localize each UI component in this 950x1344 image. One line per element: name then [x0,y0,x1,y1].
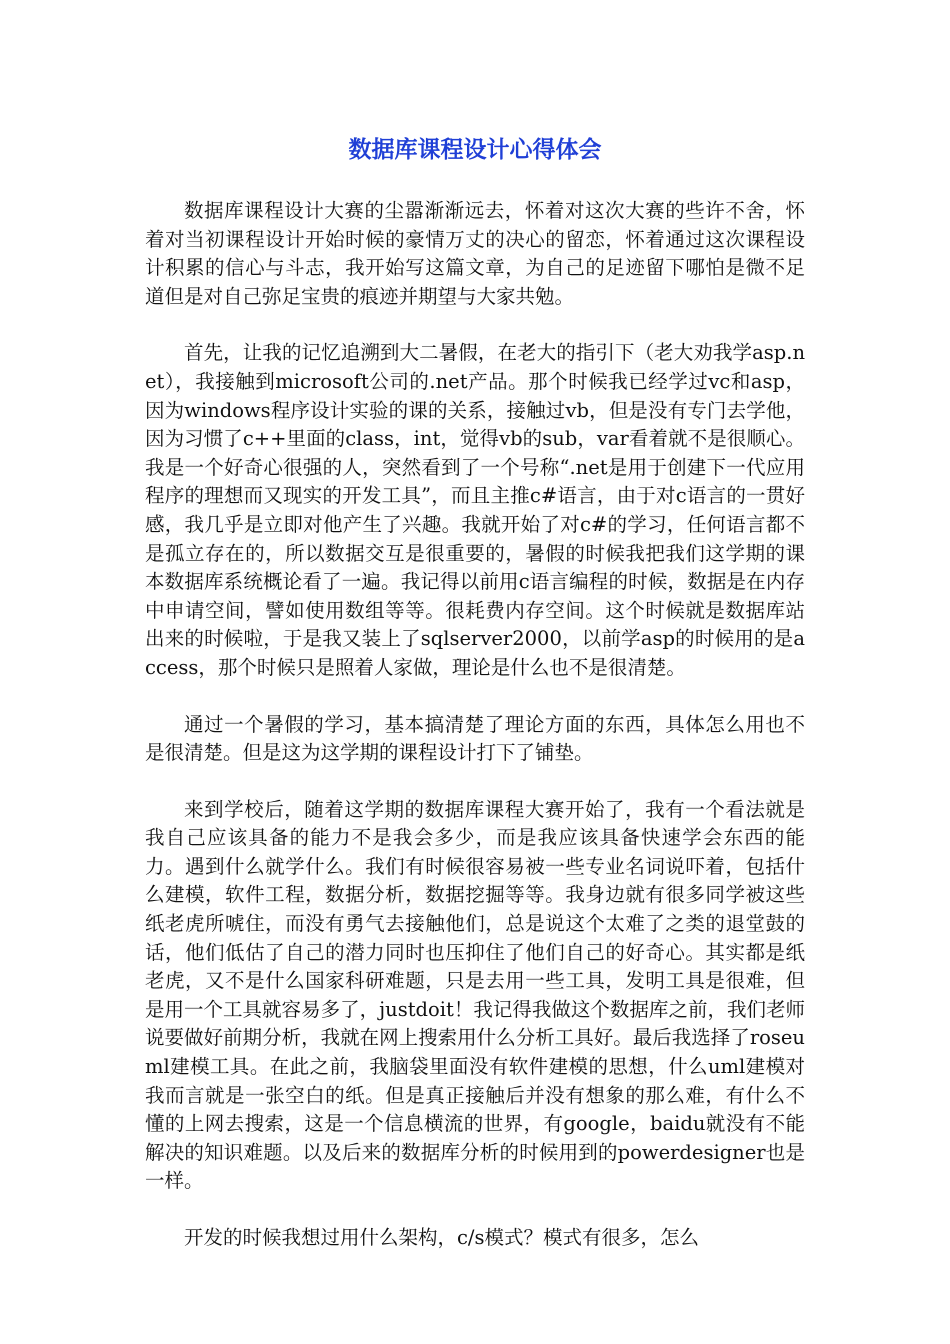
paragraph-summer-result: 通过一个暑假的学习，基本搞清楚了理论方面的东西，具体怎么用也不是很清楚。但是这为这学期的课程设计打下了铺垫。 [145,712,805,765]
paragraph-summer-learning: 首先，让我的记忆追溯到大二暑假，在老大的指引下（老大劝我学asp.net），我接触到microsoft公司的.net产品。那个时候我已经学过vc和asp，因为windows程序设计实验的课的关系，接触过vb，但是没有专门去学他，因为习惯了c++里面的class，int，觉得vb的sub，var看着就不是很顺心。我是一个好奇心很强的人，突然看到了一个号称“.net是用于创建下一代应用程序的理想而又现实的开发工具”，而且主推c#语言，由于对c语言的一贯好感，我几乎是立即对他产生了兴趣。我就开始了对c#的学习，任何语言都不是孤立存在的，所以数据交互是很重要的，暑假的时候我把我们这学期的课本数据库系统概论看了一遍。我记得以前用c语言编程的时候，数据是在内存中申请空间，譬如使用数组等等。很耗费内存空间。这个时候就是数据库站出来的时候啦，于是我又装上了sqlserver2000，以前学asp的时候用的是access，那个时候只是照着人家做，理论是什么也不是很清楚。 [145,341,805,679]
document-body [145,197,805,1281]
paragraph-intro: 数据库课程设计大赛的尘嚣渐渐远去，怀着对这次大赛的些许不舍，怀着对当初课程设计开始时候的豪情万丈的决心的留恋，怀着通过这次课程设计积累的信心与斗志，我开始写这篇文章，为自己的足迹留下哪怕是微不足道但是对自己弥足宝贵的痕迹并期望与大家共勉。 [145,199,805,308]
paragraph-architecture: 开发的时候我想过用什么架构，c/s模式？模式有很多，怎么 [184,1226,699,1249]
paragraph-school-contest: 来到学校后，随着这学期的数据库课程大赛开始了，我有一个看法就是我自己应该具备的能力不是我会多少，而是我应该具备快速学会东西的能力。遇到什么就学什么。我们有时候很容易被一些专业名词说吓着，包括什么建模，软件工程，数据分析，数据挖掘等等。我身边就有很多同学被这些纸老虎所唬住，而没有勇气去接触他们，总是说这个太难了之类的退堂鼓的话，他们低估了自己的潜力同时也压抑住了他们自己的好奇心。其实都是纸老虎，又不是什么国家科研难题，只是去用一些工具，发明工具是很难，但是用一个工具就容易多了，justdoit！我记得我做这个数据库之前，我们老师说要做好前期分析，我就在网上搜索用什么分析工具好。最后我选择了roseuml建模工具。在此之前，我脑袋里面没有软件建模的思想，什么uml建模对我而言就是一张空白的纸。但是真正接触后并没有想象的那么难，有什么不懂的上网去搜索，这是一个信息横流的世界，有google，baidu就没有不能解决的知识难题。以及后来的数据库分析的时候用到的powerdesigner也是一样。 [145,797,805,1193]
document-title: 数据库课程设计心得体会 [348,137,602,163]
